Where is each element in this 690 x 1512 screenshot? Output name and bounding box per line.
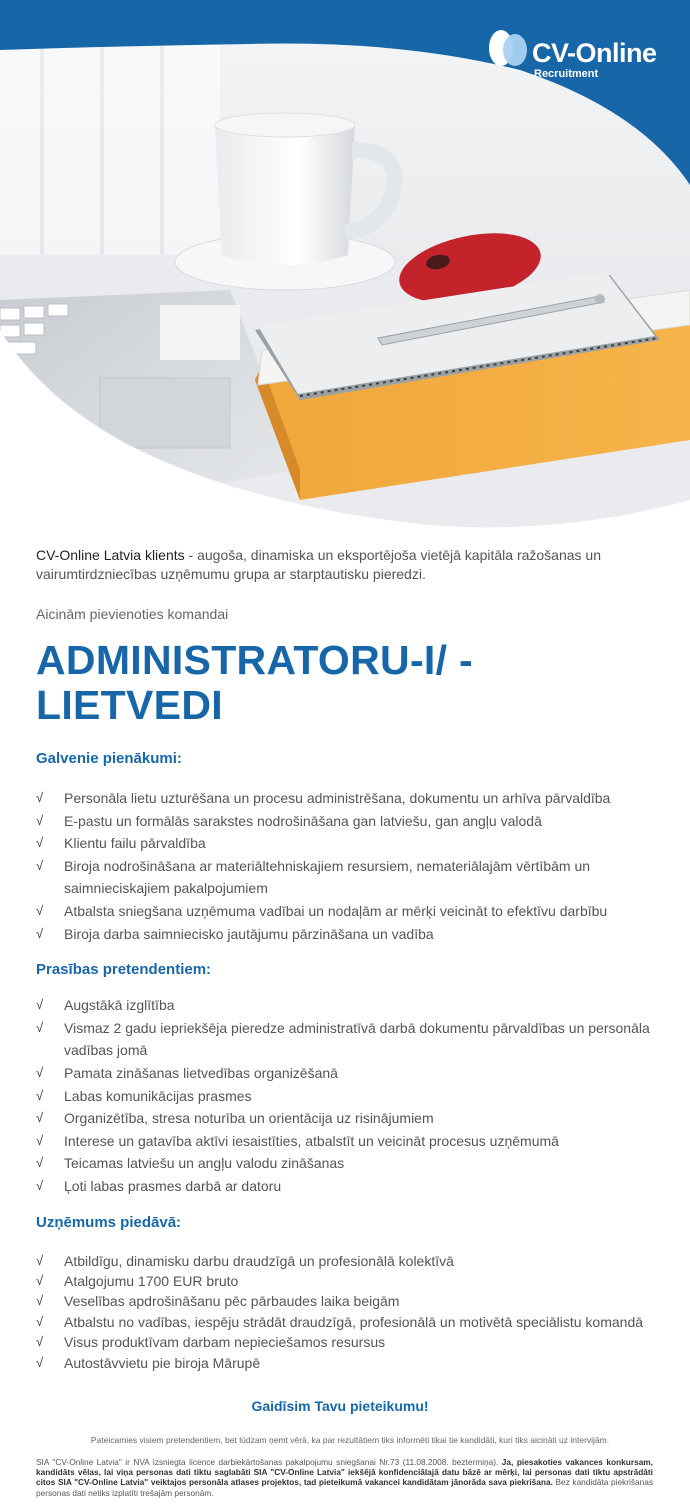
list-item-text: Interese un gatavība aktīvi iesaistīties, atbalstīt un veicināt procesus uzņēmumā — [64, 1132, 559, 1149]
checkmark-icon: √ — [36, 1110, 44, 1126]
list-item — [36, 1312, 661, 1332]
list-item-text: Autostāvvietu pie biroja Mārupē — [64, 1354, 261, 1371]
logo-mark-icon — [488, 28, 530, 68]
list-item-text: Pamata zināšanas lietvedības organizēšanā — [64, 1064, 338, 1081]
invite-text: Aicinām pievienoties komandai — [36, 606, 229, 622]
list-item — [36, 1271, 661, 1291]
checkmark-icon: √ — [36, 1019, 44, 1035]
list-item-text: Biroja nodrošināšana ar materiāltehniskajiem resursiem, nemateriālajām vērtībām un saimnieciskajiem pakalpojumiem — [64, 857, 591, 897]
list-item-text: Veselības apdrošināšanu pēc pārbaudes laika beigām — [64, 1293, 400, 1310]
list-item — [36, 1107, 661, 1130]
duties-list — [36, 787, 661, 945]
list-item — [36, 855, 661, 900]
checkmark-icon: √ — [36, 1272, 44, 1288]
section-heading: Galvenie pienākumi: — [36, 750, 182, 767]
logo-name: CV-Online — [532, 38, 657, 68]
list-item — [36, 900, 661, 923]
legal-consent: Ja, piesakoties vakances konkursam, kandidāts vēlas, lai viņa personas dati tiktu saglabāti SIA "CV-Online Latvia" iekšējā konfidenciālajā datu bāzē ar mērķi, lai personas dati tiktu apstrādāti citos SIA "CV-Online Latvia" veiktajos personāla atlases projektos, tad pieteikumā vakancei kandidātam jānorāda sava piekrišana. — [36, 1457, 653, 1488]
list-item — [36, 832, 661, 855]
checkmark-icon: √ — [36, 857, 44, 873]
list-item-text: Ļoti labas prasmes darbā ar datoru — [64, 1177, 282, 1194]
checkmark-icon: √ — [36, 1293, 44, 1309]
list-item — [36, 1332, 661, 1352]
section-duties — [36, 750, 661, 945]
list-item-text: Atalgojumu 1700 EUR bruto — [64, 1272, 239, 1289]
list-item-text: Atbildīgu, dinamisku darbu draudzīgā un profesionālā kolektīvā — [64, 1252, 454, 1269]
checkmark-icon: √ — [36, 835, 44, 851]
list-item — [36, 1291, 661, 1311]
checkmark-icon: √ — [36, 1313, 44, 1329]
checkmark-icon: √ — [36, 812, 44, 828]
section-requirements — [36, 961, 661, 1197]
list-item-text: Personāla lietu uzturēšana un procesu administrēšana, dokumentu un arhīva pārvaldība — [64, 790, 611, 806]
legal-notice — [36, 1457, 653, 1498]
checkmark-icon: √ — [36, 790, 44, 805]
list-item-text: Teicamas latviešu un angļu valodu zināšanas — [64, 1155, 345, 1172]
checkmark-icon: √ — [36, 1252, 44, 1268]
cv-online-logo — [488, 28, 668, 88]
legal-license: SIA "CV-Online Latvia" ir NVA izsniegta licence darbiekārtošanas pakalpojumu sniegšanai Nr.73 (11.08.2008. beztermiņa). — [36, 1457, 502, 1467]
list-item-text: Klientu failu pārvaldība — [64, 835, 206, 852]
intro-text — [36, 546, 661, 584]
list-item-text: Augstākā izglītība — [64, 997, 175, 1014]
job-title: ADMINISTRATORU-I/ - LIETVEDI — [36, 637, 473, 728]
hero-banner — [0, 0, 690, 530]
list-item-text: Organizētība, stresa noturība un orientācija uz risinājumiem — [64, 1110, 434, 1127]
list-item-text: Vismaz 2 gadu iepriekšēja pieredze administratīvā darbā dokumentu pārvaldības un personāla vadības jomā — [64, 1019, 650, 1059]
checkmark-icon: √ — [36, 1334, 44, 1350]
list-item — [36, 810, 661, 833]
list-item-text: Atbalstu no vadības, iespēju strādāt draudzīgā, profesionālā un motivētā speciālistu komandā — [64, 1313, 644, 1330]
list-item — [36, 787, 661, 810]
checkmark-icon: √ — [36, 1177, 44, 1193]
legal-third-party: Bez kandidāta piekrišanas personas dati netiks izplatīti trešajām personām. — [36, 1477, 653, 1498]
offer-list — [36, 1251, 661, 1373]
requirements-list — [36, 994, 661, 1197]
list-item-text: Atbalsta sniegšana uzņēmuma vadībai un nodaļām ar mērķi veicināt to efektīvu darbību — [64, 902, 608, 919]
thanks-note: Pateicamies visiem pretendentiem, bet lūdzam ņemt vērā, ka par rezultātiem tiks informēti tikai tie kandidāti, kuri tiks aicināti uz intervijām. — [90, 1435, 610, 1445]
checkmark-icon: √ — [36, 925, 44, 941]
list-item-text: Labas komunikācijas prasmes — [64, 1087, 252, 1104]
list-item — [36, 1175, 661, 1198]
checkmark-icon: √ — [36, 1132, 44, 1148]
checkmark-icon: √ — [36, 997, 44, 1013]
section-heading: Prasības pretendentiem: — [36, 961, 212, 979]
logo-subtitle: Recruitment — [534, 68, 599, 80]
list-item — [36, 1152, 661, 1175]
list-item — [36, 1130, 661, 1153]
list-item-text: Biroja darba saimniecisko jautājumu pārzināšana un vadība — [64, 925, 434, 942]
list-item-text: Visus produktīvam darbam nepieciešamos resursus — [64, 1334, 386, 1351]
list-item-text: E-pastu un formālās sarakstes nodrošināšana gan latviešu, gan angļu valodā — [64, 812, 542, 829]
list-item — [36, 923, 661, 946]
list-item — [36, 1085, 661, 1108]
job-ad-content — [36, 546, 661, 1373]
list-item — [36, 994, 661, 1017]
list-item — [36, 1251, 661, 1271]
checkmark-icon: √ — [36, 1354, 44, 1370]
section-heading: Uzņēmums piedāvā: — [36, 1213, 182, 1231]
list-item — [36, 1017, 661, 1062]
checkmark-icon: √ — [36, 1155, 44, 1171]
call-to-action: Gaidīsim Tavu pieteikumu! — [251, 1398, 429, 1414]
client-description: - augoša, dinamiska un eksportējoša vietējā kapitāla ražošanas un vairumtirdzniecības uzņēmumu grupa ar starptautisku pieredzi. — [36, 547, 601, 582]
client-name: CV-Online Latvia klients — [36, 547, 185, 563]
checkmark-icon: √ — [36, 1087, 44, 1103]
checkmark-icon: √ — [36, 1064, 44, 1080]
list-item — [36, 1062, 661, 1085]
section-offer — [36, 1214, 661, 1373]
checkmark-icon: √ — [36, 902, 44, 918]
list-item — [36, 1353, 661, 1373]
